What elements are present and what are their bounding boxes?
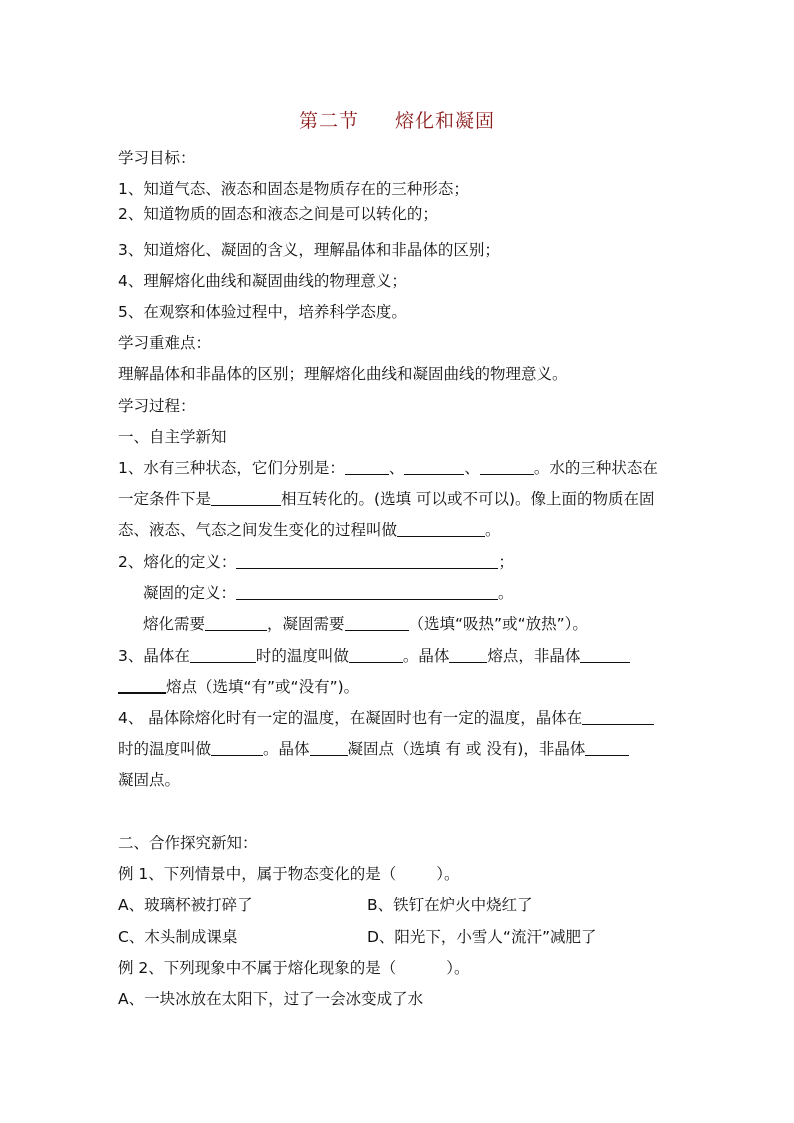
q3-line2: 熔点（选填“有”或“没有”)。 (118, 675, 359, 697)
q1-line3: 态、液态、气态之间发生变化的过程叫做 。 (118, 521, 501, 539)
keypoints-heading: 学习重难点： (118, 334, 212, 352)
q4-line1: 4、 晶体除熔化时有一定的温度，在凝固时也有一定的温度，晶体在 (118, 706, 654, 728)
blank[interactable] (211, 504, 281, 506)
keypoints-text: 理解晶体和非晶体的区别；理解熔化曲线和凝固曲线的物理意义。 (118, 365, 568, 383)
blank[interactable] (118, 691, 166, 694)
blank[interactable] (310, 754, 348, 756)
blank[interactable] (397, 535, 485, 537)
q2-line2: 凝固的定义： 。 (143, 584, 514, 602)
blank[interactable] (345, 473, 389, 475)
part1-heading: 一、自主学新知 (118, 428, 227, 446)
blank[interactable] (211, 754, 263, 756)
page-title (0, 106, 794, 133)
blank[interactable] (582, 723, 654, 725)
q2-line3: 熔化需要 ，凝固需要 （选填“吸热”或“放热”）。 (143, 615, 588, 633)
example2-stem: 例 2、下列现象中不属于熔化现象的是（ ）。 (118, 959, 470, 977)
blank[interactable] (404, 473, 464, 475)
title-section: 第二节 (298, 110, 359, 132)
example1-option-c: C、木头制成课桌 (118, 928, 238, 946)
q1-line1: 1、水有三种状态，它们分别是： 、 、 。水的三种状态在 (118, 459, 658, 477)
blank[interactable] (236, 598, 498, 600)
blank[interactable] (345, 629, 409, 631)
goal-item: 2、知道物质的固态和液态之间是可以转化的； (118, 205, 438, 223)
blank[interactable] (190, 661, 256, 663)
goal-item: 4、理解熔化曲线和凝固曲线的物理意义； (118, 272, 407, 290)
q3-line1: 3、晶体在 时的温度叫做 。晶体 熔点，非晶体 (118, 644, 630, 666)
goal-item: 5、在观察和体验过程中，培养科学态度。 (118, 303, 407, 321)
example1-stem: 例 1、下列情景中，属于物态变化的是（ ）。 (118, 865, 460, 883)
goal-item: 1、知道气态、液态和固态是物质存在的三种形态； (118, 180, 469, 198)
blank[interactable] (205, 629, 267, 631)
goal-item: 3、知道熔化、凝固的含义，理解晶体和非晶体的区别； (118, 241, 500, 259)
goals-heading: 学习目标： (118, 149, 196, 167)
blank[interactable] (449, 661, 487, 663)
example1-option-a: A、玻璃杯被打碎了 (118, 896, 253, 914)
q4-line2: 时的温度叫做 。晶体 凝固点（选填 有 或 没有)，非晶体 (118, 737, 629, 759)
example1-option-d: D、阳光下，小雪人“流汗”减肥了 (367, 928, 597, 946)
example1-option-b: B、铁钉在炉火中烧红了 (367, 896, 533, 914)
blank[interactable] (349, 661, 403, 663)
part2-heading: 二、合作探究新知： (118, 834, 258, 852)
example2-option-a: A、一块冰放在太阳下，过了一会冰变成了水 (118, 990, 424, 1008)
q4-line3: 凝固点。 (118, 771, 181, 789)
q1-line2: 一定条件下是 相互转化的。(选填 可以或不可以)。像上面的物质在固 (118, 490, 655, 508)
title-topic: 熔化和凝固 (395, 110, 496, 132)
q2-line1: 2、熔化的定义： ； (118, 553, 514, 571)
blank[interactable] (236, 567, 498, 569)
blank[interactable] (585, 754, 629, 756)
process-heading: 学习过程： (118, 397, 196, 415)
blank[interactable] (480, 473, 534, 475)
blank[interactable] (580, 661, 630, 663)
